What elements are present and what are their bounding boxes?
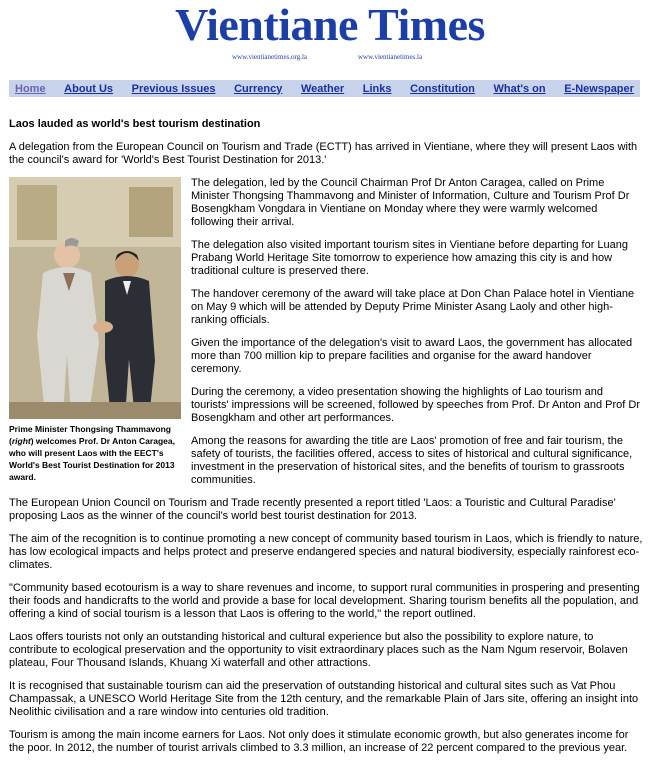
logo-url-left: www.vientianetimes.org.la [232, 53, 308, 61]
nav-weather[interactable]: Weather [300, 82, 345, 95]
caption-text-start: Prime Minister Thongsing Thammavong ( [9, 424, 171, 446]
nav-links[interactable]: Links [362, 82, 392, 95]
nav-constitution[interactable]: Constitution [410, 82, 475, 95]
article-paragraph: The European Union Council on Tourism and Trade recently presented a report titled 'Laos: a Touristic and Cultural Paradise' proposing Laos as the winner of the council's world best tourist destination for 2013. [9, 497, 616, 522]
article-paragraph: The handover ceremony of the award will take place at Don Chan Palace hotel in Vientiane on May 9 which will be attended by Deputy Prime Minister Asang Laoly and other high-ranking officials. [191, 288, 635, 326]
article-paragraph: The aim of the recognition is to continue promoting a new concept of community based tourism in Laos, which is friendly to nature, has low ecological impacts and helps protect and preserve endangered species and natural biodiversity, especially rainforest eco-climates. [9, 533, 643, 571]
nav-currency[interactable]: Currency [234, 82, 283, 95]
article-photo [9, 177, 181, 419]
article-figure [9, 177, 181, 483]
caption-text-end: ) welcomes Prof. Dr Anton Caragea, who will present Laos with the EECT's World's Best Tourist Destination for 2013 award. [9, 436, 175, 482]
nav-whats-on[interactable]: What's on [493, 82, 546, 95]
article-paragraph: The delegation also visited important tourism sites in Vientiane before departing for Luang Prabang World Heritage Site tomorrow to experience how amazing this city is and how traditional culture is preserved there. [191, 239, 629, 277]
article [9, 118, 643, 765]
article-paragraph: Among the reasons for awarding the title are Laos' promotion of free and fair tourism, the safety of tourists, the facilities offered, access to sites of historical and cultural significance, investment in the preservation of historical sites, and the benefits of tourism to grassroots communities. [191, 435, 633, 486]
article-paragraph: "Community based ecotourism is a way to share revenues and income, to support rural communities in prospering and presenting their foods and handicrafts to the world and provide a base for local development. Sharing tourism benefits all the population, and offering a kind of social tourism is a lesson that Laos is offering to the world," the report outlined. [9, 582, 640, 620]
article-intro: A delegation from the European Council on Tourism and Trade (ECTT) has arrived in Vientiane, where they will present Laos with the council's award for 'World's Best Tourist Destination for 2013.' [9, 141, 638, 166]
site-logo[interactable]: Vientiane Times [175, 0, 485, 50]
main-navigation [9, 80, 640, 97]
masthead [0, 0, 660, 68]
article-headline: Laos lauded as world's best tourism destination [9, 118, 261, 130]
nav-about-us[interactable]: About Us [64, 82, 114, 95]
nav-home[interactable]: Home [15, 82, 46, 95]
nav-previous-issues[interactable]: Previous Issues [131, 82, 216, 95]
nav-e-newspaper[interactable]: E-Newspaper [564, 82, 634, 95]
article-paragraph: Laos offers tourists not only an outstanding historical and cultural experience but also the possibility to explore nature, to contribute to ecological preservation and the opportunity to visit extraordinary places such as the Nam Ngum reservoir, Bolaven plateau, Four Thousand Islands, Khuang Xi waterfall and other attractions. [9, 631, 628, 669]
article-paragraph: It is recognised that sustainable tourism can aid the preservation of outstanding historical and cultural sites such as Vat Phou Champassak, a UNESCO World Heritage Site from the 12th century, and the remarkable Plain of Jars site, offering an insight into Neolithic civilisation and a rare window into centuries old tradition. [9, 680, 639, 718]
logo-url-right: www.vientianetimes.la [358, 53, 423, 61]
photo-caption [9, 423, 181, 483]
article-paragraph: During the ceremony, a video presentation showing the highlights of Lao tourism and tourists' impressions will be screened, followed by speeches from Prof. Dr Anton and Prof Dr Bosengkham and other art performances. [191, 386, 641, 424]
article-paragraph: The delegation, led by the Council Chairman Prof Dr Anton Caragea, called on Prime Minister Thongsing Thammavong and Minister of Information, Culture and Tourism Prof Dr Bosengkham Vongdara in Vientiane on Monday where they were warmly welcomed following their arrival. [191, 177, 630, 228]
article-paragraph: Given the importance of the delegation's visit to award Laos, the government has allocated more than 700 million kip to prepare facilities and organise for the award handover ceremony. [191, 337, 633, 375]
caption-emphasis: right [11, 436, 31, 446]
article-paragraph: Tourism is among the main income earners for Laos. Not only does it stimulate economic growth, but also generates income for the poor. In 2012, the number of tourist arrivals climbed to 3.3 million, an increase of 22 percent compared to the previous year. [9, 729, 629, 754]
handshake-photo-illustration [9, 177, 181, 419]
